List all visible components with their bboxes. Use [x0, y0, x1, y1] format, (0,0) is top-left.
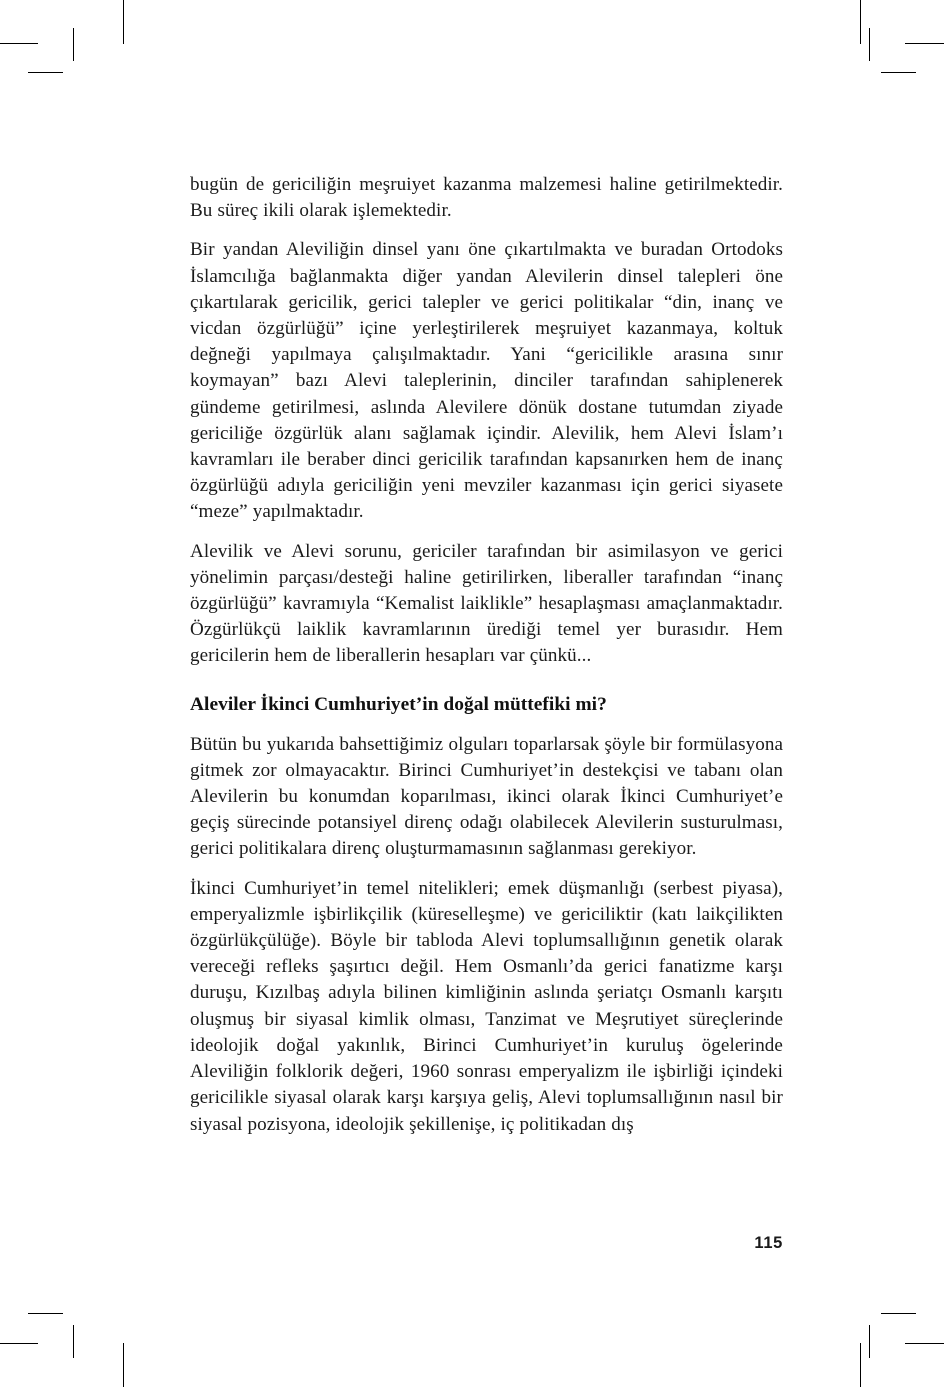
paragraph-3: Alevilik ve Alevi sorunu, gericiler tarafından bir asimilasyon ve gerici yönelimin parçası/desteği haline getirilirken, liberaller tarafından “inanç özgürlüğü” kavramıyla “Kemalist laiklikle” hesaplaşması amaçlanmaktadır. Özgürlükçü laiklik kavramlarının ürediği temel yer burasıdır. Hem gericilerin hem de liberallerin hesapları var çünkü... [190, 540, 783, 667]
crop-mark-top-right-vertical [860, 0, 861, 44]
crop-mark-top-left-vertical [123, 0, 124, 44]
page-number: 115 [754, 1234, 783, 1252]
registration-mark-top-right-horizontal [881, 72, 916, 73]
paragraph-5: İkinci Cumhuriyet’in temel nitelikleri; emek düşmanlığı (serbest piyasa), emperyalizmle işbirlikçilik (küreselleşme) ve gericiliktir (katı laikçilikten özgürlükçülüğe). Böyle bir tabloda Alevi toplumsallığının genetik olarak vereceği refleks şaşırtıcı değil. Hem Osmanlı’da gerici fanatizme karşı duruşu, Kızılbaş adıyla bilinen kimliğinin aslında şeriatçı Osmanlı karşıtı oluşmuş bir siyasal kimlik olması, Tanzimat ve Meşrutiyet süreçlerinde ideolojik doğal yakınlık, Birinci Cumhuriyet’in kuruluş ögelerinde Aleviliğin folklorik değeri, 1960 sonrası emperyalizm ile işbirliği içindeki gericilikle siyasal olarak karşı karşıya geliş, Alevi toplumsallığının nasıl bir siyasal pozisyona, ideolojik şekillenişe, iç politikadan dış [190, 877, 783, 1135]
registration-mark-top-left-horizontal [28, 72, 63, 73]
paragraph-2: Bir yandan Aleviliğin dinsel yanı öne çıkartılmakta ve buradan Ortodoks İslamcılığa bağlanmakta diğer yandan Alevilerin dinsel talepleri öne çıkartılarak gericilik, gerici talepler ve gerici politikalar “din, inanç ve vicdan özgürlüğü” içine yerleştirilerek meşruiyet kazanmaya, koltuk değneği yapılmaya çalışılmaktadır. Yani “gericilikle arasına sınır koymayan” bazı Alevi taleplerinin, dinciler tarafından sahiplenerek gündeme getirilmesi, aslında Alevilere dönük dostane tutumdan ziyade gericiliğe özgürlük alanı sağlamak içindir. Alevilik, hem Alevi İslam’ı kavramları ile beraber dinci gericilik tarafından kapsanırken hem de inanç özgürlüğü adıyla gericiliğin yeni mevziler kazanması için gerici siyasete “meze” yapılmaktadır. [190, 239, 783, 523]
crop-mark-bottom-left-horizontal [0, 1343, 38, 1344]
section-heading: Aleviler İkinci Cumhuriyet’in doğal müttefiki mi? [190, 693, 607, 715]
body-text-block [190, 172, 783, 1138]
crop-mark-bottom-right-vertical [860, 1343, 861, 1387]
registration-mark-bottom-right-horizontal [881, 1313, 916, 1314]
crop-mark-bottom-right-horizontal [905, 1343, 944, 1344]
crop-mark-bottom-left-vertical [123, 1343, 124, 1387]
crop-mark-top-left-horizontal [0, 43, 38, 44]
paragraph-4: Bütün bu yukarıda bahsettiğimiz olguları toparlarsak şöyle bir formülasyona gitmek zor olmayacaktır. Birinci Cumhuriyet’in destekçisi ve tabanı olan Alevilerin bu konumdan koparılması, ikinci olarak İkinci Cumhuriyet’e geçiş sürecinde potansiyel direnç odağı olabilecek Alevilerin susturulması, gerici politikalara direnç oluşturmamasının sağlanması gerekiyor. [190, 733, 783, 860]
crop-mark-top-right-horizontal [905, 43, 944, 44]
registration-mark-top-left-vertical [73, 28, 74, 61]
paragraph-1: bugün de gericiliğin meşruiyet kazanma malzemesi haline getirilmektedir. Bu süreç ikili olarak işlemektedir. [190, 174, 783, 222]
registration-mark-bottom-left-horizontal [28, 1313, 63, 1314]
registration-mark-bottom-right-vertical [869, 1325, 870, 1358]
registration-mark-top-right-vertical [869, 28, 870, 61]
registration-mark-bottom-left-vertical [73, 1325, 74, 1358]
